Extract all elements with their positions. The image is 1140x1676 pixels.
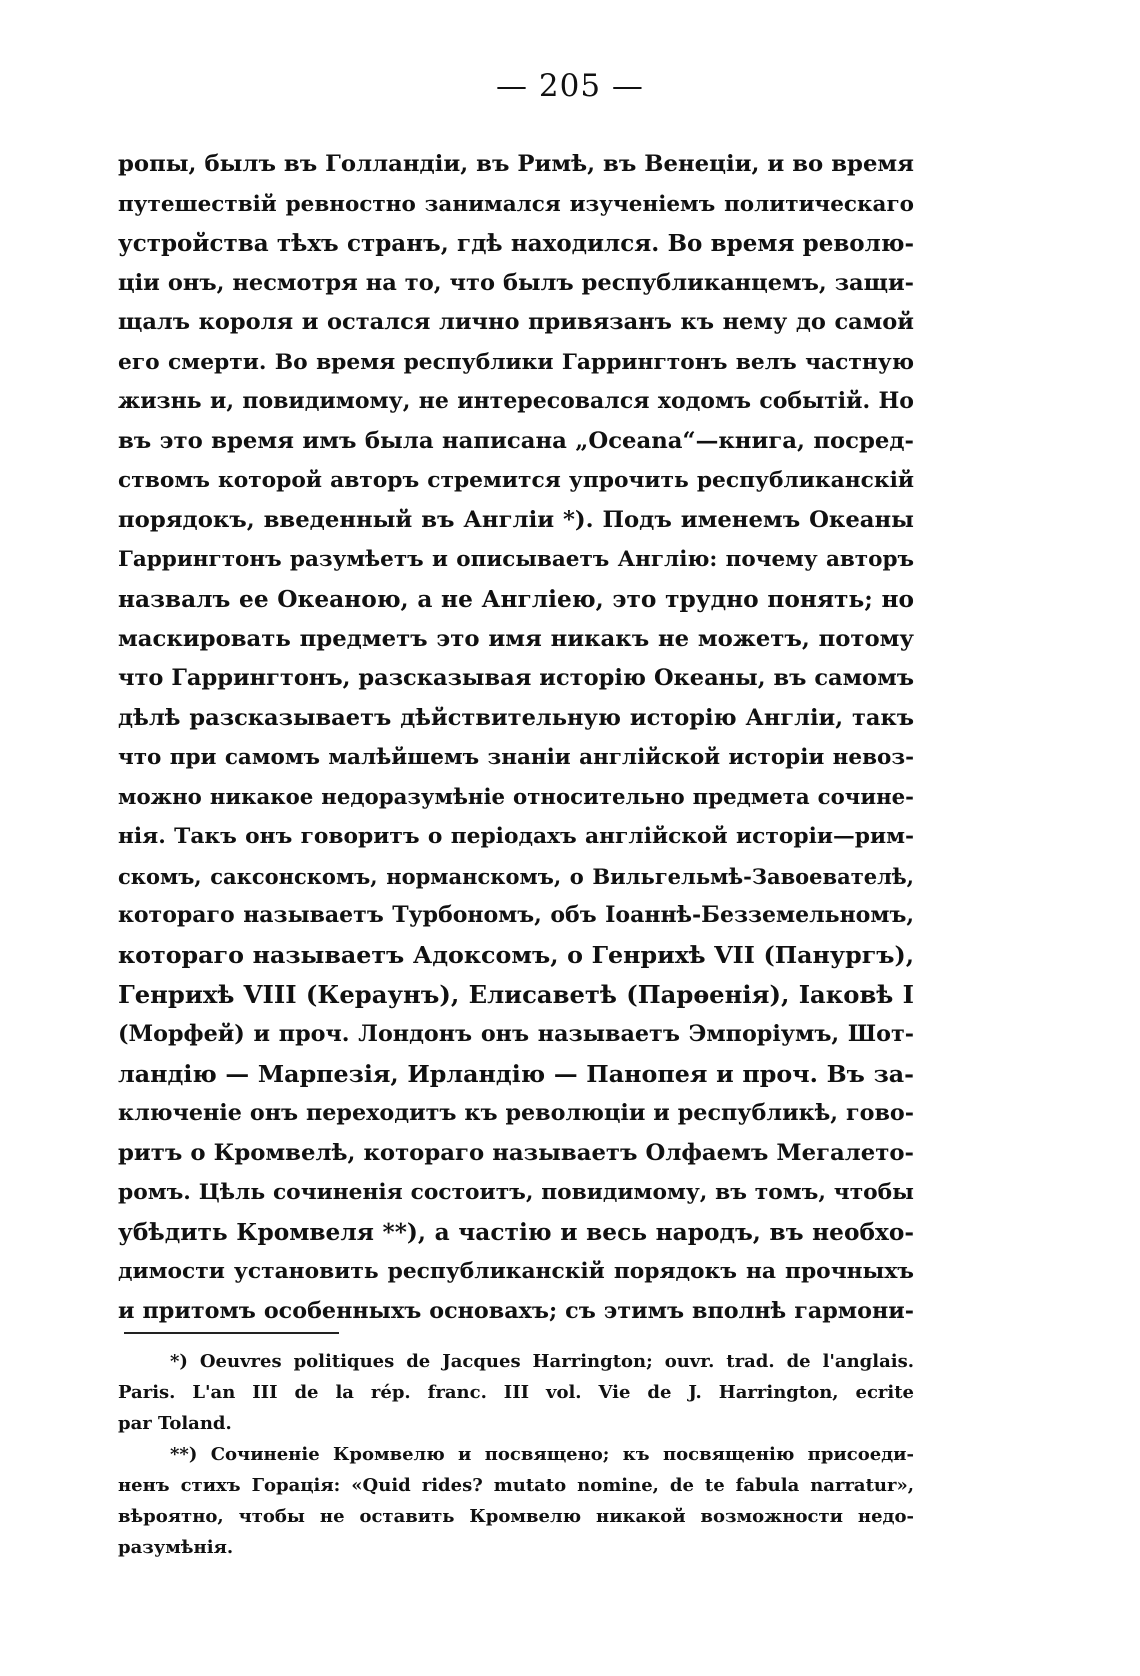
footnote-1 xyxy=(118,1346,914,1439)
body-text xyxy=(118,145,914,1331)
footnote-line: разумѣнія. xyxy=(118,1537,234,1558)
text-line: котораго называетъ Турбономъ, объ Іоаннѣ-Безземельномъ, xyxy=(118,902,914,929)
page-number: — 205 — xyxy=(496,68,644,104)
text-line: убѣдить Кромвеля **), а частію и весь народъ, въ необхо- xyxy=(118,1218,914,1246)
text-line: порядокъ, введенный въ Англіи *). Подъ именемъ Океаны xyxy=(118,506,914,533)
footnotes xyxy=(118,1346,914,1563)
footnote-line: вѣроятно, чтобы не оставить Кромвелю никакой возможности недо- xyxy=(118,1506,914,1527)
text-line: ритъ о Кромвелѣ, котораго называетъ Олфаемъ Мегалето- xyxy=(118,1139,914,1166)
footnote-line: *) Oeuvres politiques de Jacques Harrington; ouvr. trad. de l'anglais. xyxy=(170,1351,914,1372)
text-line: устройства тѣхъ странъ, гдѣ находился. Во время револю- xyxy=(118,230,914,258)
footnote-line: par Toland. xyxy=(118,1413,232,1434)
text-line: ландію — Марпезія, Ирландію — Панопея и проч. Въ за- xyxy=(118,1059,914,1088)
footnote-divider xyxy=(124,1332,339,1334)
text-line: можно никакое недоразумѣніе относительно предмета сочине- xyxy=(118,784,914,810)
text-line: дѣлѣ разсказываетъ дѣйствительную исторію Англіи, такъ xyxy=(118,704,914,731)
text-line: его смерти. Во время республики Гаррингтонъ велъ частную xyxy=(118,349,914,375)
text-line: ствомъ которой авторъ стремится упрочить республиканскій xyxy=(118,468,914,494)
text-line: скомъ, саксонскомъ, норманскомъ, о Вильгельмѣ-Завоевателѣ, xyxy=(118,863,914,889)
footnote-line: ненъ стихъ Горація: «Quid rides? mutato nomine, de te fabula narratur», xyxy=(118,1475,914,1496)
text-line: назвалъ ее Океаною, а не Англіею, это трудно понять; но xyxy=(118,586,914,614)
text-line: что Гаррингтонъ, разсказывая исторію Океаны, въ самомъ xyxy=(118,665,914,692)
text-line: путешествій ревностно занимался изученіемъ политическаго xyxy=(118,191,914,217)
text-line: нія. Такъ онъ говоритъ о періодахъ англійской исторіи—рим- xyxy=(118,824,914,850)
text-line: маскировать предметъ это имя никакъ не можетъ, потому xyxy=(118,625,914,652)
text-line: въ это время имъ была написана „Oceana“—книга, посред- xyxy=(118,427,914,454)
text-line: ключеніе онъ переходитъ къ революціи и республикѣ, гово- xyxy=(118,1100,914,1127)
text-line: ціи онъ, несмотря на то, что былъ республиканцемъ, защи- xyxy=(118,269,914,296)
footnote-line: **) Сочиненіе Кромвелю и посвящено; къ посвященію присоеди- xyxy=(170,1444,914,1465)
text-line: что при самомъ малѣйшемъ знаніи англійской исторіи невоз- xyxy=(118,745,914,771)
text-line: и притомъ особенныхъ основахъ; съ этимъ вполнѣ гармони- xyxy=(118,1297,914,1324)
text-line: жизнь и, повидимому, не интересовался ходомъ событій. Но xyxy=(118,388,914,415)
text-line: ропы, былъ въ Голландіи, въ Римѣ, въ Венеціи, и во время xyxy=(118,151,914,177)
footnote-2 xyxy=(118,1439,914,1563)
text-line: котораго называетъ Адоксомъ, о Генрихѣ VII (Панургъ), xyxy=(118,940,914,969)
text-line: димости установить республиканскій порядокъ на прочныхъ xyxy=(118,1259,914,1285)
footnote-line: Paris. L'an III de la rép. franc. III vol. Vie de J. Harrington, ecrite xyxy=(118,1382,914,1403)
text-line: щалъ короля и остался лично привязанъ къ нему до самой xyxy=(118,309,914,336)
text-line: ромъ. Цѣль сочиненія состоитъ, повидимому, въ томъ, чтобы xyxy=(118,1180,914,1206)
text-line: Гаррингтонъ разумѣетъ и описываетъ Англію: почему авторъ xyxy=(118,547,914,573)
text-line: (Морфей) и проч. Лондонъ онъ называетъ Эмпоріумъ, Шот- xyxy=(118,1021,914,1048)
text-line: Генрихѣ VIII (Кераунъ), Елисаветѣ (Парѳенія), Іаковѣ I xyxy=(118,980,914,1010)
